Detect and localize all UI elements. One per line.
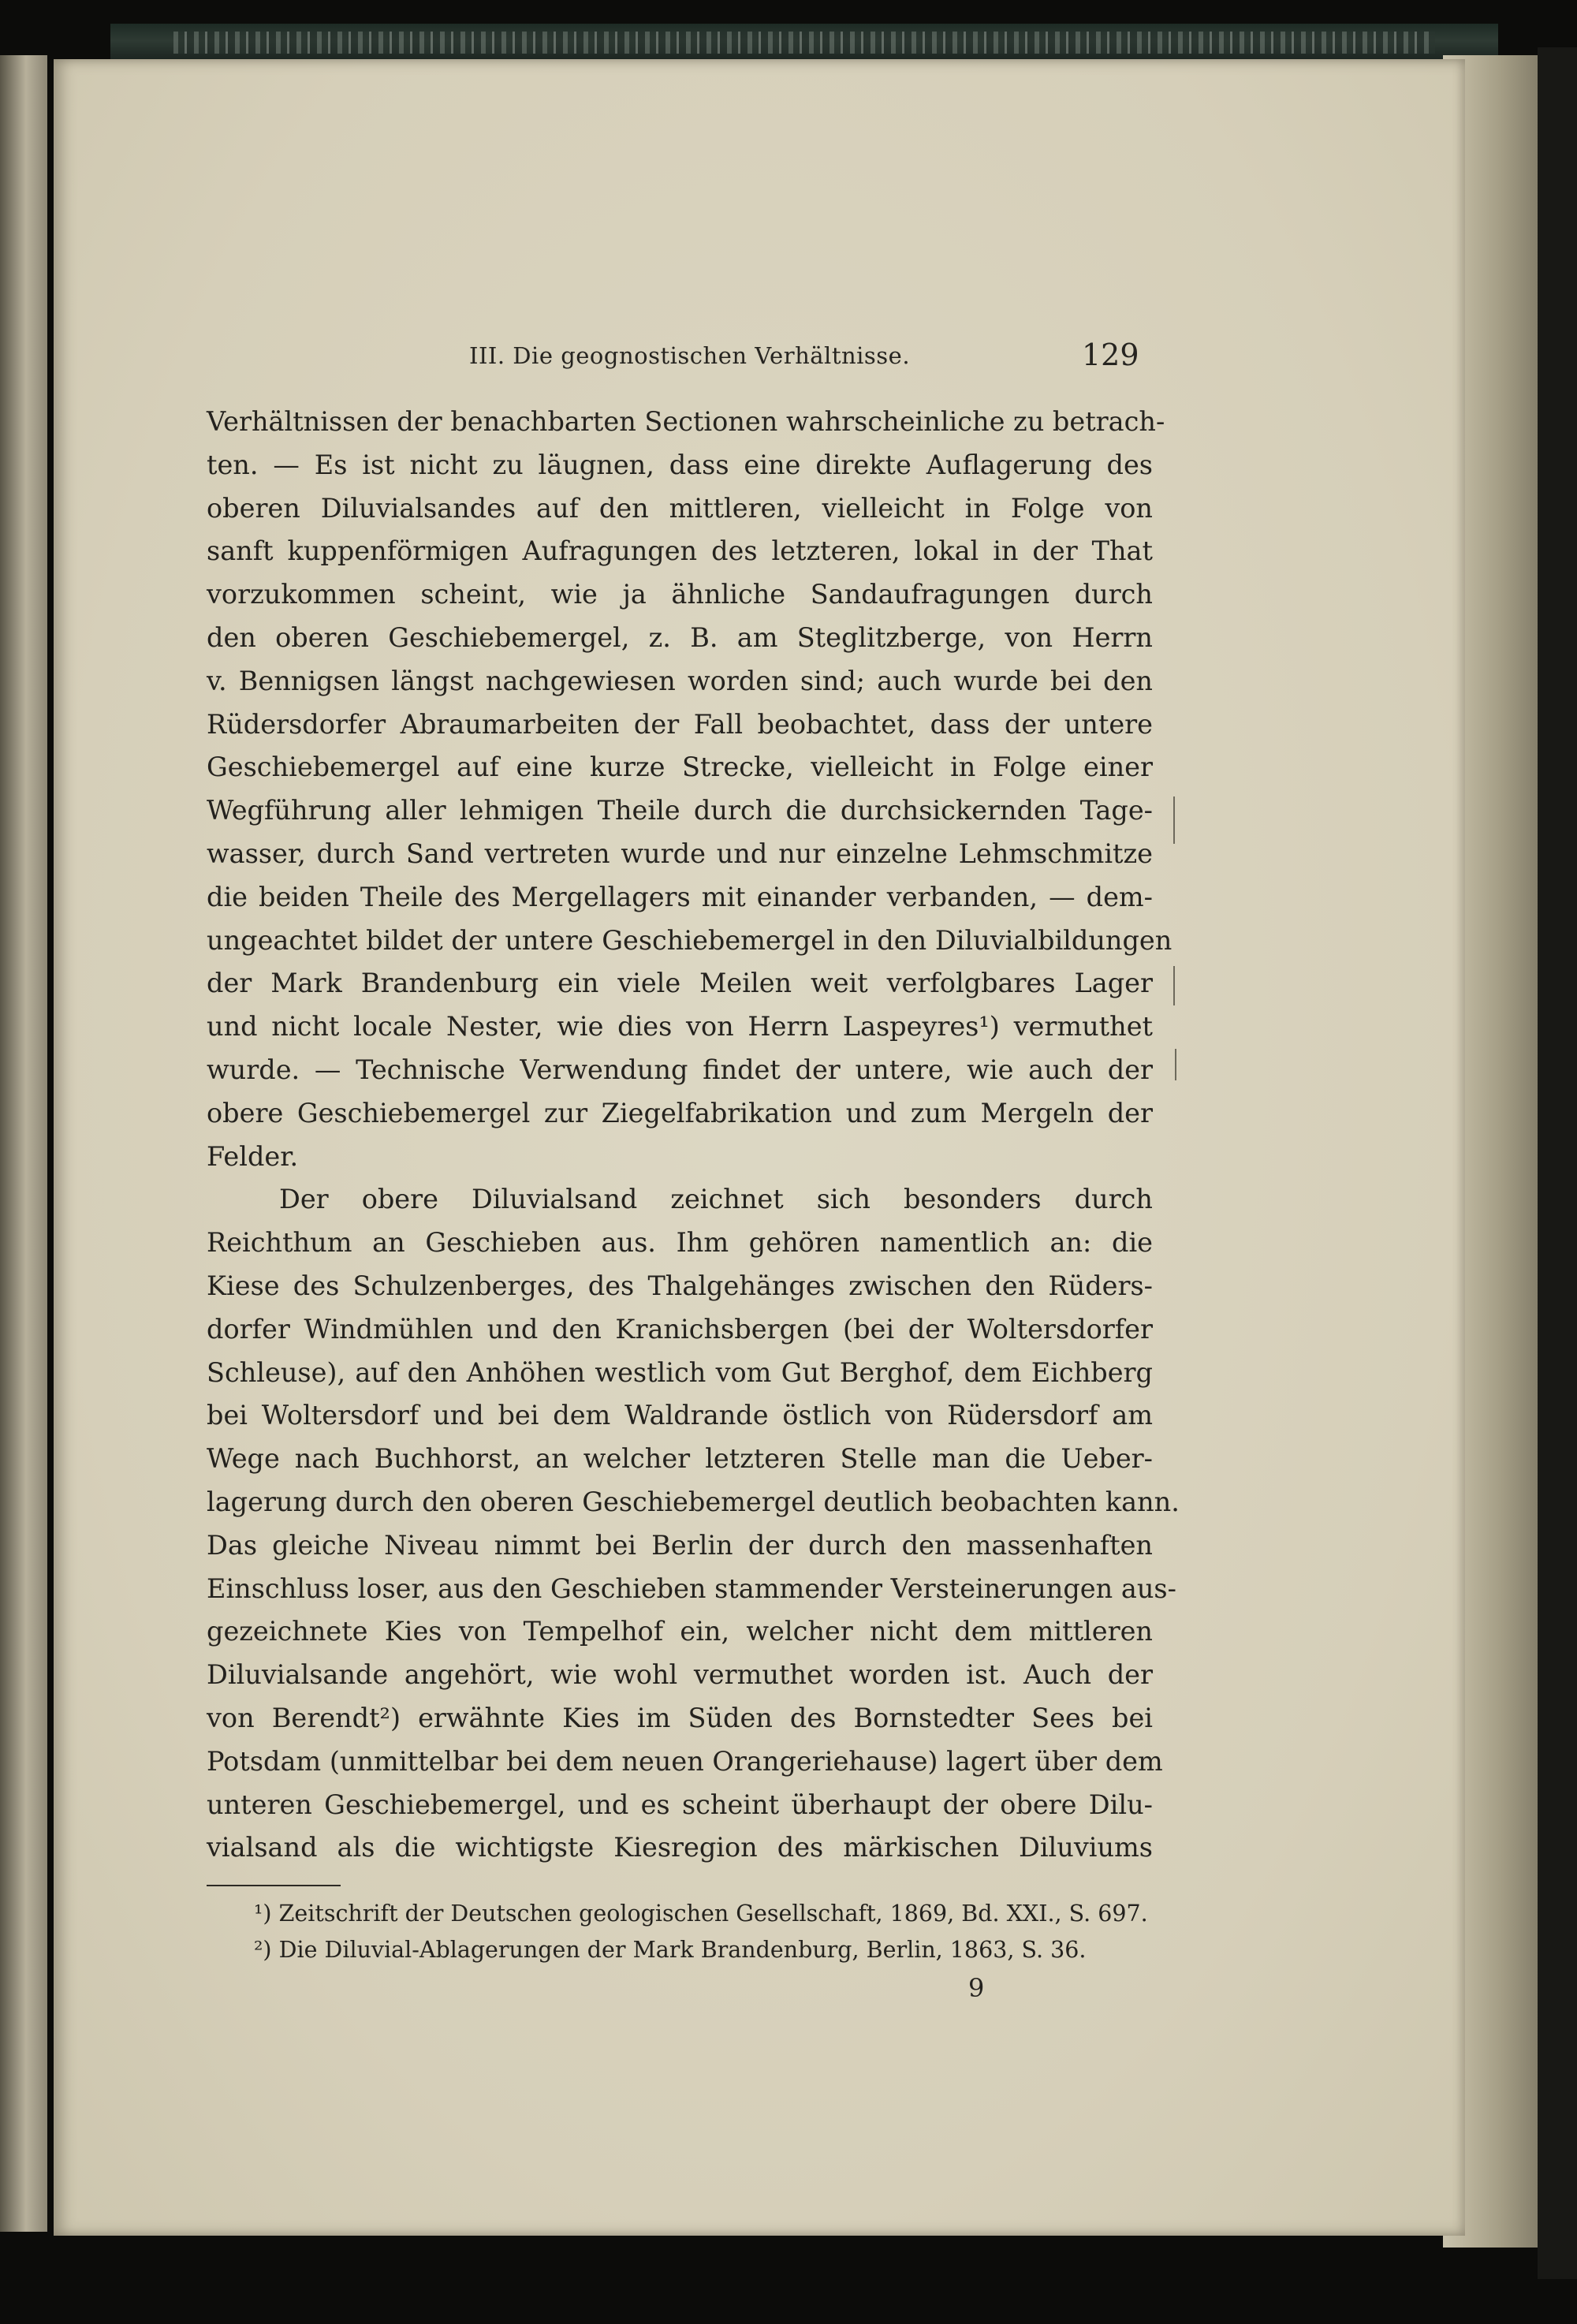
page-number: 129 <box>1082 338 1139 372</box>
footnotes <box>254 1896 1148 1968</box>
text-line: Kiese des Schulzenberges, des Thalgehänges zwischen den Rüders- <box>207 1270 1153 1301</box>
text-line: ungeachtet bildet der untere Geschiebemergel in den Diluvialbildungen <box>207 924 1172 956</box>
margin-pencil-mark <box>1173 796 1175 844</box>
text-line: Das gleiche Niveau nimmt bei Berlin der durch den massenhaften <box>207 1529 1153 1561</box>
text-line: Potsdam (unmittelbar bei dem neuen Orangeriehause) lagert über dem <box>207 1745 1163 1777</box>
text-line: die beiden Theile des Mergellagers mit einander verbanden, — dem- <box>207 881 1153 912</box>
text-line: obere Geschiebemergel zur Ziegelfabrikation und zum Mergeln der <box>207 1097 1153 1128</box>
text-line: Schleuse), auf den Anhöhen westlich vom Gut Berghof, dem Eichberg <box>207 1356 1153 1388</box>
text-line: Rüdersdorfer Abraumarbeiten der Fall beobachtet, dass der untere <box>207 708 1153 740</box>
body-text <box>207 401 1180 1870</box>
text-line: v. Bennigsen längst nachgewiesen worden sind; auch wurde bei den <box>207 665 1153 696</box>
text-line: Wege nach Buchhorst, an welcher letzteren Stelle man die Ueber- <box>207 1443 1153 1475</box>
text-line: Reichthum an Geschieben aus. Ihm gehören namentlich an: die <box>207 1227 1153 1259</box>
text-line: von Berendt²) erwähnte Kies im Süden des Bornstedter Sees bei <box>207 1702 1153 1733</box>
running-head: III. Die geognostischen Verhältnisse. <box>469 342 911 369</box>
text-line: vialsand als die wichtigste Kiesregion des märkischen Diluviums <box>207 1832 1153 1863</box>
footnote-1: ¹) Zeitschrift der Deutschen geologischen Gesellschaft, 1869, Bd. XXI., S. 697. <box>254 1901 1148 1927</box>
text-line: wasser, durch Sand vertreten wurde und nur einzelne Lehmschmitze <box>207 837 1153 869</box>
text-line: Einschluss loser, aus den Geschieben stammender Versteinerungen aus- <box>207 1572 1176 1604</box>
text-line: ten. — Es ist nicht zu läugnen, dass eine direkte Auflagerung des <box>207 449 1153 480</box>
text-line: bei Woltersdorf und bei dem Waldrande östlich von Rüdersdorf am <box>207 1400 1153 1431</box>
scan-background <box>1538 47 1577 2279</box>
text-line: und nicht locale Nester, wie dies von Herrn Laspeyres¹) vermuthet <box>207 1011 1153 1043</box>
footnote-2: ²) Die Diluvial-Ablagerungen der Mark Brandenburg, Berlin, 1863, S. 36. <box>254 1937 1087 1963</box>
text-line: Geschiebemergel auf eine kurze Strecke, vielleicht in Folge einer <box>207 752 1153 783</box>
footnote-rule <box>207 1885 341 1886</box>
margin-pencil-mark <box>1175 1049 1176 1080</box>
printer-signature-mark: 9 <box>968 1973 985 2003</box>
text-line: wurde. — Technische Verwendung findet der untere, wie auch der <box>207 1054 1153 1085</box>
text-line: unteren Geschiebemergel, und es scheint überhaupt der obere Dilu- <box>207 1789 1153 1820</box>
paragraph-start-line: Der obere Diluvialsand zeichnet sich besonders durch <box>279 1184 1153 1215</box>
text-line: dorfer Windmühlen und den Kranichsbergen (bei der Woltersdorfer <box>207 1313 1153 1345</box>
text-line: der Mark Brandenburg ein viele Meilen weit verfolgbares Lager <box>207 968 1153 999</box>
previous-page-edge <box>0 55 47 2232</box>
text-line: Wegführung aller lehmigen Theile durch die durchsickernden Tage- <box>207 795 1153 826</box>
spine-ornament <box>173 32 1435 54</box>
text-line: sanft kuppenförmigen Aufragungen des letzteren, lokal in der That <box>207 535 1153 567</box>
text-line: lagerung durch den oberen Geschiebemergel deutlich beobachten kann. <box>207 1486 1180 1517</box>
text-line: Verhältnissen der benachbarten Sectionen wahrscheinliche zu betrach- <box>207 406 1165 437</box>
text-line: vorzukommen scheint, wie ja ähnliche Sandaufragungen durch <box>207 579 1153 610</box>
margin-pencil-mark <box>1173 966 1175 1005</box>
text-line: den oberen Geschiebemergel, z. B. am Steglitzberge, von Herrn <box>207 621 1153 653</box>
text-line: gezeichnete Kies von Tempelhof ein, welcher nicht dem mittleren <box>207 1616 1153 1647</box>
text-line: Felder. <box>207 1140 299 1172</box>
text-line: Diluvialsande angehört, wie wohl vermuthet worden ist. Auch der <box>207 1659 1153 1691</box>
text-line: oberen Diluvialsandes auf den mittleren, vielleicht in Folge von <box>207 492 1153 524</box>
